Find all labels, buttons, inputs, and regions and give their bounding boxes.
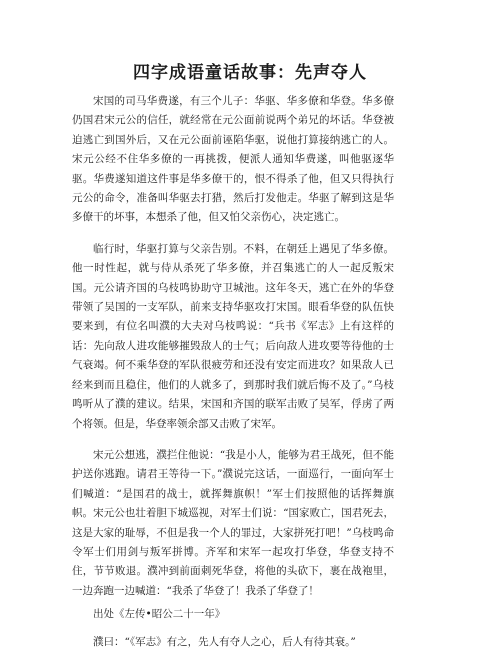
- paragraph-2: 临行时，华驱打算与父亲告别。不料，在朝廷上遇见了华多僚。他一时性起，就与侍从杀死了华多僚，并召集逃亡的人一起反叛宋国。元公请齐国的乌枝鸣协助守卫城池。这年冬天，逃亡在外的华登带领了吴国的一支军队，前来支持华驱攻打宋国。眼看华登的队伍快要来到，有位名叫濮的大夫对乌枝鸣说：“兵书《军志》上有这样的话：先向敌人进攻能够摧毁敌人的士气；后向敌人进攻要等待他的士气衰竭。何不乘华登的军队很疲劳和还没有安定而进攻？如果敌人已经来到而且稳住，他们的人就多了，到那时我们就后悔不及了。”乌枝鸣听从了濮的建议。结果，宋国和齐国的联军击败了吴军，俘虏了两个将领。但是，华登率领余部又击败了宋军。: [72, 242, 394, 430]
- document-title: 四字成语童话故事：先声夺人: [133, 63, 367, 83]
- document-body: [72, 92, 394, 652]
- paragraph-3: 宋元公想逃，濮拦住他说：“我是小人，能够为君王战死，但不能护送你逃跑。请君王等待一下。”濮说完这话，一面巡行，一面向军士们喊道：“是国君的战士，就挥舞旗帜！”军士们按照他的话挥舞旗帜。宋元公也壮着胆下城巡视，对军士们说：“国家败亡，国君死去，这是大家的耻辱，不但是我一个人的罪过，大家拼死打吧！”乌枝鸣命令军士们用剑与叛军拼博。齐军和宋军一起攻打华登，华登支持不住，节节败退。濮冲到前面刺死华登，将他的头砍下，裹在战袍里，一边奔跑一边喊道：“我杀了华登了！我杀了华登了！: [72, 448, 394, 597]
- paragraph-1: 宋国的司马华费遂，有三个儿子：华驱、华多僚和华登。华多僚仍国君宋元公的信任，就经常在元公面前说两个弟兄的坏话。华登被迫逃亡到国外后，又在元公面前诬陷华驱，说他打算接纳逃亡的人。宋元公经不住华多僚的一再挑拨，便派人通知华费遂，叫他驱逐华驱。华费遂知道这件事是华多僚干的，恨不得杀了他，但又只得执行元公的命令，准备叫华驱去打猎，然后打发他走。华驱了解到这是华多僚干的坏事，本想杀了他，但又怕父亲伤心，决定逃亡。: [72, 95, 394, 224]
- source-quote: 濮曰：“《军志》有之，先人有夺人之心，后人有待其衰。”: [93, 635, 356, 648]
- source-citation: 出处《左传•昭公二十一年》: [93, 608, 226, 621]
